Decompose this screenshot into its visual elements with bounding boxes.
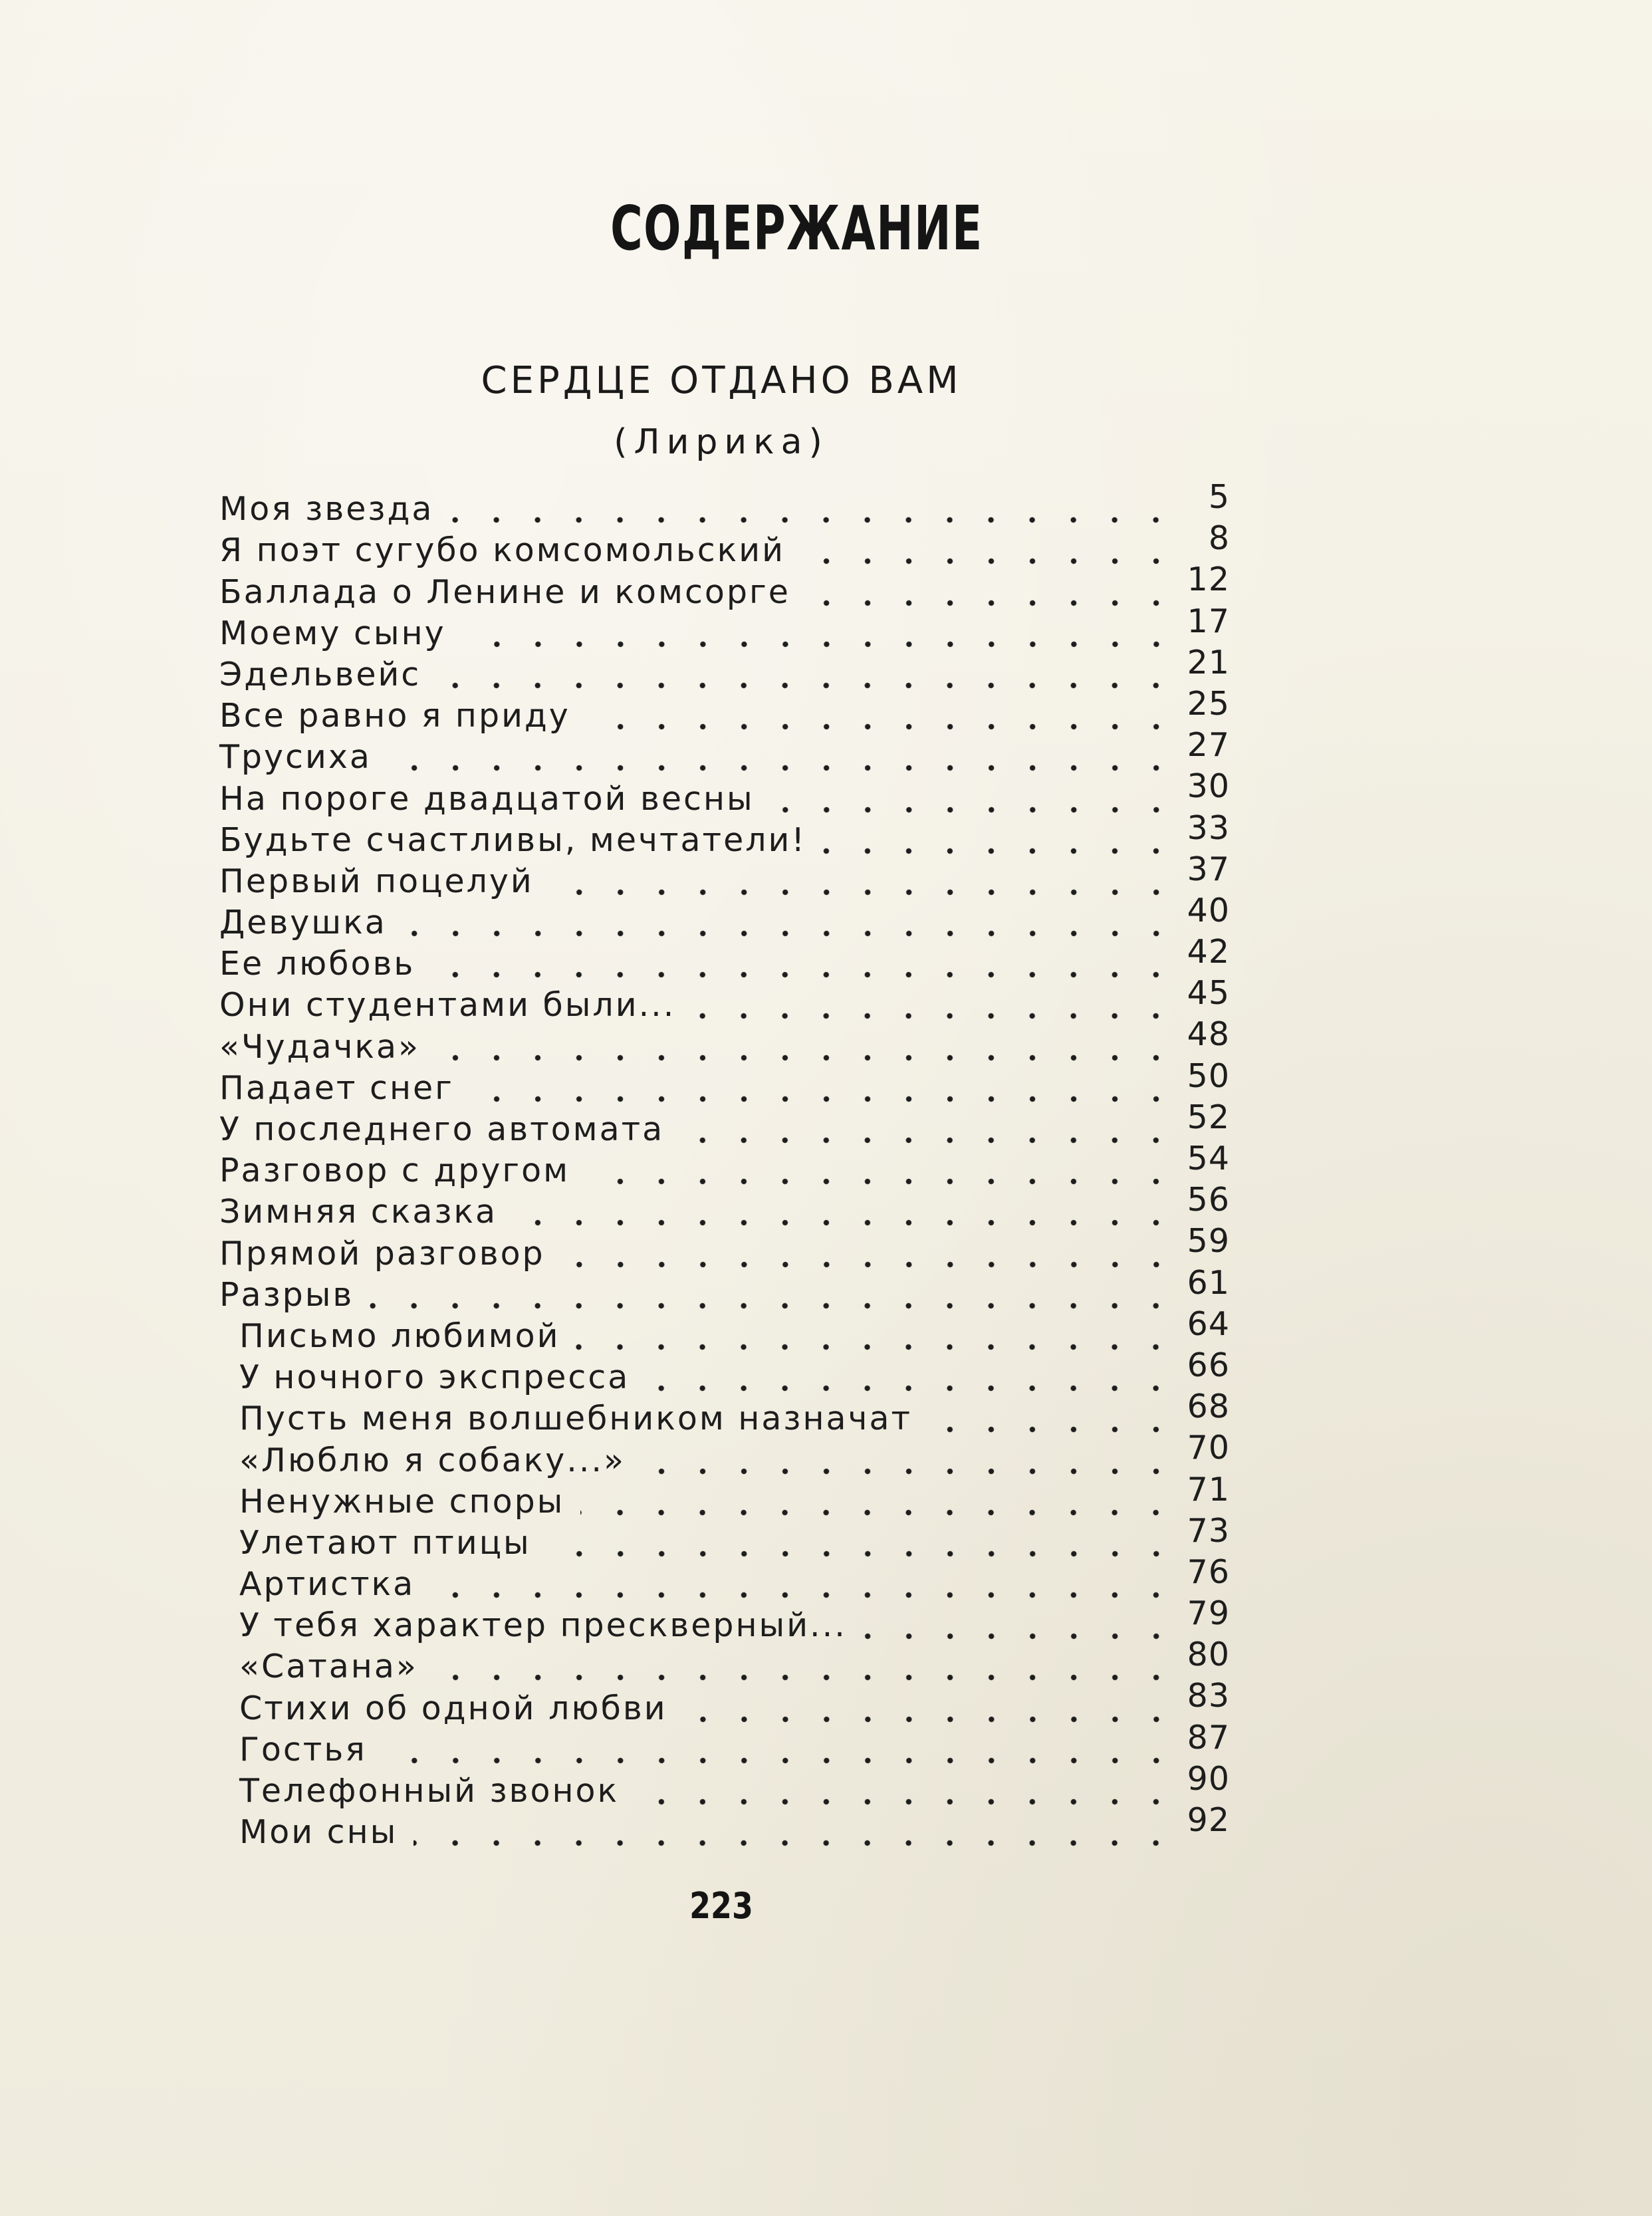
toc-entry-page: 59 bbox=[1187, 1222, 1230, 1261]
contents-heading: СОДЕРЖАНИЕ bbox=[610, 193, 983, 264]
toc-entry-title: Я поэт сугубо комсомольский bbox=[219, 531, 785, 570]
toc-entry bbox=[219, 1015, 1230, 1067]
toc-entry bbox=[219, 1552, 1230, 1605]
toc-entry bbox=[219, 726, 1230, 778]
toc-entry-title: Гостья bbox=[239, 1730, 367, 1769]
dot-leader bbox=[801, 530, 1177, 571]
toc-entry-page: 17 bbox=[1187, 602, 1230, 640]
toc-entry-title: Ненужные споры bbox=[239, 1482, 565, 1521]
toc-entry-page: 40 bbox=[1187, 891, 1230, 929]
toc-entry-page: 12 bbox=[1187, 560, 1230, 599]
dot-leader bbox=[383, 1729, 1177, 1771]
toc-entry bbox=[219, 643, 1230, 695]
dot-leader bbox=[586, 1150, 1177, 1191]
toc-entry-page: 66 bbox=[1187, 1346, 1230, 1384]
toc-entry-page: 70 bbox=[1187, 1429, 1230, 1467]
toc-entry-title: Трусиха bbox=[219, 738, 372, 777]
toc-entry-page: 52 bbox=[1187, 1098, 1230, 1136]
toc-entry-page: 5 bbox=[1208, 478, 1230, 516]
dot-leader bbox=[642, 1440, 1177, 1481]
toc-entry-page: 61 bbox=[1187, 1263, 1230, 1302]
dot-leader bbox=[434, 1646, 1177, 1687]
table-of-contents bbox=[219, 478, 1230, 1853]
toc-entry-title: «Люблю я собаку...» bbox=[239, 1441, 626, 1479]
toc-entry-page: 30 bbox=[1187, 767, 1230, 806]
dot-leader bbox=[437, 654, 1177, 695]
toc-entry bbox=[219, 850, 1230, 902]
toc-entry bbox=[219, 1304, 1230, 1357]
toc-entry bbox=[219, 519, 1230, 571]
toc-entry bbox=[219, 1263, 1230, 1316]
toc-entry-title: «Сатана» bbox=[239, 1648, 418, 1686]
toc-entry bbox=[219, 1636, 1230, 1687]
toc-entry-title: Телефонный звонок bbox=[239, 1772, 620, 1810]
toc-entry-title: У последнего автомата bbox=[219, 1110, 665, 1148]
toc-entry bbox=[219, 1056, 1230, 1109]
dot-leader bbox=[683, 1688, 1177, 1729]
toc-entry-page: 42 bbox=[1187, 933, 1230, 971]
dot-leader bbox=[388, 737, 1177, 778]
dot-leader bbox=[586, 695, 1177, 737]
dot-leader bbox=[680, 1109, 1177, 1150]
section-subtitle: (Лирика) bbox=[614, 422, 829, 462]
dot-leader bbox=[576, 1316, 1177, 1357]
toc-entry bbox=[219, 602, 1230, 654]
toc-entry-page: 33 bbox=[1187, 808, 1230, 847]
toc-entry bbox=[219, 560, 1230, 612]
dot-leader bbox=[635, 1771, 1177, 1812]
dot-leader bbox=[822, 820, 1177, 861]
toc-entry-page: 71 bbox=[1187, 1470, 1230, 1509]
toc-entry-title: Первый поцелуй bbox=[219, 862, 534, 900]
dot-leader bbox=[547, 1523, 1177, 1564]
toc-entry-title: Артистка bbox=[239, 1565, 415, 1604]
toc-entry bbox=[219, 684, 1230, 737]
toc-entry-title: Мои сны bbox=[239, 1813, 398, 1852]
toc-entry-title: У тебя характер прескверный... bbox=[239, 1606, 847, 1645]
toc-entry-title: «Чудачка» bbox=[219, 1027, 421, 1066]
toc-entry bbox=[219, 1098, 1230, 1150]
toc-entry bbox=[219, 1140, 1230, 1191]
toc-entry-title: Прямой разговор bbox=[219, 1234, 545, 1273]
toc-entry bbox=[219, 1429, 1230, 1481]
toc-entry-title: Зимняя сказка bbox=[219, 1193, 498, 1231]
toc-entry-title: У ночного экспресса bbox=[239, 1358, 630, 1397]
toc-entry bbox=[219, 1470, 1230, 1523]
toc-entry-page: 83 bbox=[1187, 1677, 1230, 1715]
section-title: СЕРДЦЕ ОТДАНО ВАМ bbox=[481, 359, 962, 402]
dot-leader bbox=[561, 1233, 1177, 1275]
toc-entry-page: 27 bbox=[1187, 726, 1230, 765]
dot-leader bbox=[646, 1357, 1177, 1398]
toc-entry bbox=[219, 1222, 1230, 1274]
toc-entry-page: 80 bbox=[1187, 1636, 1230, 1674]
toc-entry-page: 56 bbox=[1187, 1181, 1230, 1219]
toc-entry-title: Они студентами были... bbox=[219, 986, 676, 1025]
toc-entry-title: Стихи об одной любви bbox=[239, 1689, 667, 1727]
toc-entry-title: Баллада о Ленине и комсорге bbox=[219, 572, 790, 611]
dot-leader bbox=[863, 1605, 1177, 1646]
toc-entry bbox=[219, 891, 1230, 943]
toc-entry bbox=[219, 1718, 1230, 1771]
toc-entry-page: 8 bbox=[1208, 519, 1230, 558]
toc-entry-title: Девушка bbox=[219, 904, 387, 942]
toc-entry bbox=[219, 1346, 1230, 1398]
toc-entry-title: Эдельвейс bbox=[219, 655, 421, 693]
toc-entry-page: 79 bbox=[1187, 1594, 1230, 1633]
toc-entry-page: 90 bbox=[1187, 1759, 1230, 1798]
toc-entry-title: Письмо любимой bbox=[239, 1316, 560, 1355]
toc-entry-page: 92 bbox=[1187, 1801, 1230, 1839]
toc-entry-title: Пусть меня волшебником назначат bbox=[239, 1400, 913, 1438]
toc-entry-page: 64 bbox=[1187, 1304, 1230, 1343]
toc-entry-title: Будьте счастливы, мечтатели! bbox=[219, 820, 807, 859]
toc-entry-page: 87 bbox=[1187, 1718, 1230, 1757]
dot-leader bbox=[550, 861, 1177, 902]
page-number: 223 bbox=[689, 1885, 753, 1927]
toc-entry-page: 45 bbox=[1187, 974, 1230, 1013]
toc-entry bbox=[219, 1801, 1230, 1853]
toc-entry-page: 76 bbox=[1187, 1552, 1230, 1591]
toc-entry-page: 73 bbox=[1187, 1511, 1230, 1550]
dot-leader bbox=[928, 1398, 1177, 1439]
dot-leader bbox=[462, 613, 1177, 654]
dot-leader bbox=[431, 943, 1177, 985]
toc-entry bbox=[219, 974, 1230, 1026]
toc-entry-title: На пороге двадцатой весны bbox=[219, 779, 755, 818]
toc-entry-page: 37 bbox=[1187, 850, 1230, 888]
dot-leader bbox=[431, 1564, 1177, 1605]
toc-entry bbox=[219, 1594, 1230, 1646]
toc-entry-page: 68 bbox=[1187, 1388, 1230, 1426]
dot-leader bbox=[470, 1068, 1177, 1109]
toc-entry-title: Разрыв bbox=[219, 1275, 354, 1314]
dot-leader bbox=[806, 572, 1177, 613]
toc-entry bbox=[219, 933, 1230, 985]
toc-entry-title: Все равно я приду bbox=[219, 697, 570, 735]
dot-leader bbox=[770, 779, 1177, 820]
dot-leader bbox=[403, 902, 1177, 943]
dot-leader bbox=[436, 1027, 1177, 1068]
toc-entry bbox=[219, 1759, 1230, 1812]
toc-entry-page: 54 bbox=[1187, 1140, 1230, 1177]
toc-entry-title: Улетают птицы bbox=[239, 1523, 531, 1562]
toc-entry-page: 48 bbox=[1187, 1015, 1230, 1054]
dot-leader bbox=[449, 489, 1177, 530]
dot-leader bbox=[691, 985, 1177, 1026]
dot-leader bbox=[413, 1812, 1177, 1853]
toc-entry-title: Ее любовь bbox=[219, 945, 415, 983]
toc-entry-title: Моему сыну bbox=[219, 614, 446, 652]
toc-entry-title: Разговор с другом bbox=[219, 1152, 570, 1190]
dot-leader bbox=[370, 1275, 1177, 1316]
toc-entry-title: Моя звезда bbox=[219, 490, 434, 529]
toc-entry bbox=[219, 478, 1230, 530]
toc-entry bbox=[219, 1511, 1230, 1564]
toc-entry-page: 25 bbox=[1187, 684, 1230, 723]
toc-entry bbox=[219, 808, 1230, 861]
dot-leader bbox=[580, 1481, 1177, 1523]
toc-entry bbox=[219, 767, 1230, 819]
toc-entry-title: Падает снег bbox=[219, 1068, 454, 1107]
toc-entry-page: 50 bbox=[1187, 1056, 1230, 1095]
toc-entry bbox=[219, 1388, 1230, 1439]
dot-leader bbox=[513, 1191, 1177, 1233]
toc-entry-page: 21 bbox=[1187, 643, 1230, 681]
toc-entry bbox=[219, 1181, 1230, 1233]
toc-entry bbox=[219, 1677, 1230, 1729]
